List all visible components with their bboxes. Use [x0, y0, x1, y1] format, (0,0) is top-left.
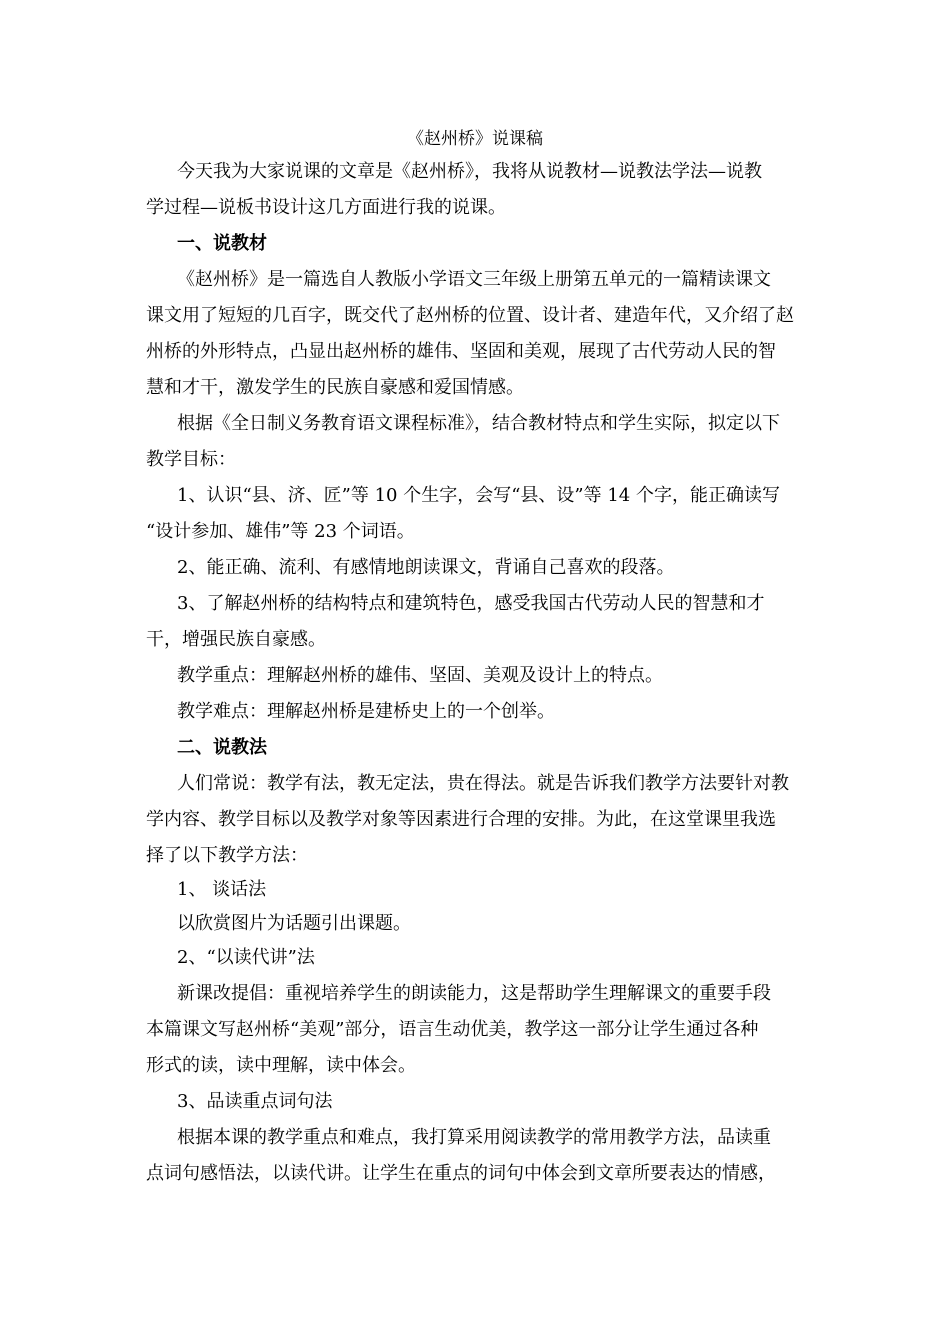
section-heading-method: 二、说教法 [177, 737, 267, 758]
paragraph-textbook-line-1: 《赵州桥》是一篇选自人教版小学语文三年级上册第五单元的一篇精读课文 [177, 269, 771, 290]
method-2-line-1: 新课改提倡：重视培养学生的朗读能力，这是帮助学生理解课文的重要手段 [177, 983, 771, 1004]
teaching-key-point: 教学重点：理解赵州桥的雄伟、坚固、美观及设计上的特点。 [177, 665, 663, 686]
paragraph-intro-line-1: 今天我为大家说课的文章是《赵州桥》，我将从说教材—说教法学法—说教 [177, 161, 762, 182]
method-3-line-2: 点词句感悟法，以读代讲。让学生在重点的词句中体会到文章所要表达的情感， [146, 1163, 776, 1184]
teaching-difficulty: 教学难点：理解赵州桥是建桥史上的一个创举。 [177, 701, 555, 722]
paragraph-method-line-2: 学内容、教学目标以及教学对象等因素进行合理的安排。为此，在这堂课里我选 [146, 809, 776, 830]
paragraph-textbook-line-4: 慧和才干，激发学生的民族自豪感和爱国情感。 [146, 377, 524, 398]
method-3-heading: 3、品读重点词句法 [177, 1091, 333, 1112]
method-3-line-1: 根据本课的教学重点和难点，我打算采用阅读教学的常用教学方法，品读重 [177, 1127, 771, 1148]
paragraph-goals-line-1: 根据《全日制义务教育语文课程标准》，结合教材特点和学生实际，拟定以下 [177, 413, 780, 434]
paragraph-goals-line-2: 教学目标： [146, 449, 236, 470]
paragraph-intro-line-2: 学过程—说板书设计这几方面进行我的说课。 [146, 197, 506, 218]
method-2-line-3: 形式的读，读中理解，读中体会。 [146, 1055, 416, 1076]
method-2-line-2: 本篇课文写赵州桥“美观”部分，语言生动优美，教学这一部分让学生通过各种 [146, 1019, 759, 1040]
paragraph-method-line-3: 择了以下教学方法： [146, 845, 308, 866]
paragraph-textbook-line-2: 课文用了短短的几百字，既交代了赵州桥的位置、设计者、建造年代，又介绍了赵 [146, 305, 794, 326]
paragraph-textbook-line-3: 州桥的外形特点，凸显出赵州桥的雄伟、坚固和美观，展现了古代劳动人民的智 [146, 341, 776, 362]
section-heading-textbook: 一、说教材 [177, 233, 267, 254]
goal-3-line-2: 干，增强民族自豪感。 [146, 629, 326, 650]
method-2-heading: 2、“以读代讲”法 [177, 947, 315, 968]
paragraph-method-line-1: 人们常说：教学有法，教无定法，贵在得法。就是告诉我们教学方法要针对教 [177, 773, 789, 794]
method-1-description: 以欣赏图片为话题引出课题。 [177, 913, 411, 934]
goal-3-line-1: 3、了解赵州桥的结构特点和建筑特色，感受我国古代劳动人民的智慧和才 [177, 593, 765, 614]
goal-1-line-2: “设计参加、雄伟”等 23 个词语。 [146, 521, 415, 542]
goal-2: 2、能正确、流利、有感情地朗读课文，背诵自己喜欢的段落。 [177, 557, 675, 578]
goal-1-line-1: 1、认识“县、济、匠”等 10 个生字，会写“县、设”等 14 个字，能正确读写 [177, 485, 780, 506]
document-title: 《赵州桥》说课稿 [407, 129, 543, 149]
method-1-heading: 1、 谈话法 [177, 879, 267, 900]
